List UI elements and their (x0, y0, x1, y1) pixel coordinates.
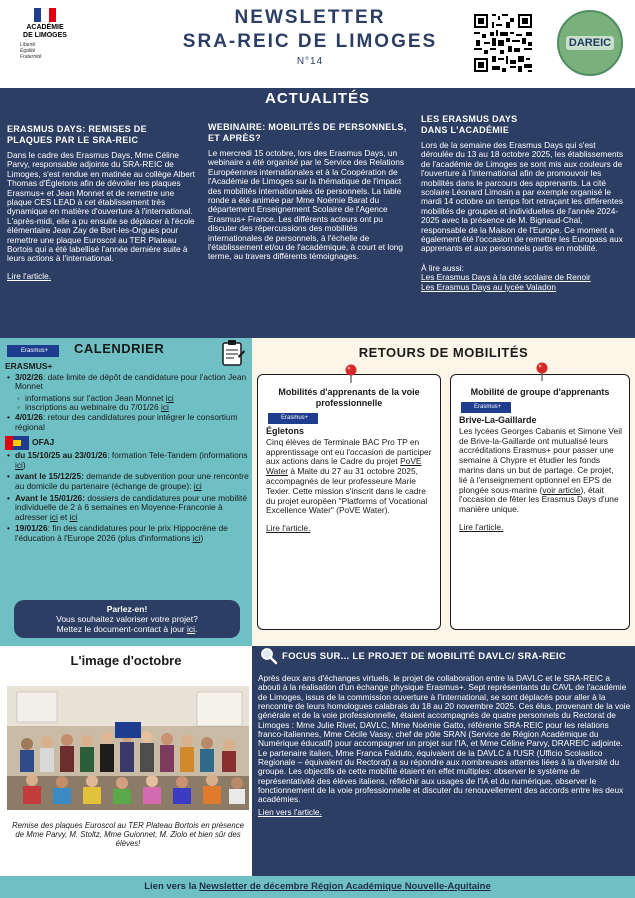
actualite-erasmus-days-academie (421, 114, 629, 292)
mobilite-card-groupe (450, 374, 630, 630)
actualites-section (0, 88, 635, 338)
card-text (459, 427, 623, 515)
heading-line: DANS L'ACADÉMIE (421, 124, 510, 135)
photo-caption: Remise des plaques Euroscol au TER Plateau Bortois en présence de Mme Parvy, M. Stoltz, Mme Guionnet, M. Ziolo et bien sûr des élèves! (12, 821, 244, 848)
article-heading: ERASMUS DAYS: REMISES DE PLAQUES PAR LE SRA-REIC (7, 124, 147, 145)
card-text-part: ), était l'occasion de fêter les Erasmus Days d'une manière unique. (459, 484, 619, 515)
ici-link[interactable]: ici (165, 392, 174, 403)
erasmus-plus-logo (461, 402, 511, 413)
read-article-link[interactable]: Lire l'article. (7, 270, 52, 281)
calendrier-body (5, 362, 249, 546)
deadline-text: ) (22, 459, 26, 470)
academie-logo[interactable] (12, 8, 78, 68)
ici-link[interactable]: ici (49, 511, 58, 522)
article-text: L'après-midi, elle a pu ensuite se déplacer à l'école élémentaire Jean Zay de Bort-les-Orgues pour remettre une plaque Euroscol au TER Plateau Bortois qui a été labellisé l'année dernière suite à leurs actions à l'international. (7, 215, 195, 264)
focus-title: FOCUS SUR... LE PROJET DE MOBILITÉ DAVLC/ SRA-REIC (282, 651, 567, 662)
list-item (5, 524, 249, 543)
deadline-text: inscriptions au webinaire du 7/01/26 (25, 402, 161, 413)
callout-text: Mettez le document-contact à jour (56, 624, 187, 634)
deadline-date: 3/02/26 (15, 371, 43, 382)
ici-link[interactable]: ici (193, 480, 202, 491)
article-text: Dans le cadre des Erasmus Days, Mme Céline Parvy, responsable adjointe du SRA-REIC de Limoges, s'est rendue en matinée au collège Albert Thomas d'Égletons afin de dévoiler les plaques Erasmus+ et Jean Monnet et de remettre une plaque CES LEAD à cet établissement très dynamique en matière d'ouverture à l'international. (7, 150, 195, 217)
magnifying-glass-icon (260, 647, 278, 665)
list-item (5, 373, 249, 392)
erasmus-plus-logo (7, 345, 59, 357)
issue-number: N°14 (296, 56, 324, 67)
card-text-part: à Malte du 27 au 31 octobre 2025, accompagnés de leur professeure Marie Texier. Cette mission s'inscrit dans le cadre du projet européen "Platforms of Vocational Excellence Water" (PoVE Water). (266, 466, 428, 516)
newsletter-nouvelle-aquitaine-link[interactable]: Newsletter de décembre Région Académique Nouvelle-Aquitaine (199, 881, 491, 892)
callout-line: Vous souhaitez valoriser votre projet? (56, 614, 198, 624)
erasmus-badge-text: Erasmus+ (281, 415, 309, 421)
erasmus-badge-text: Erasmus+ (474, 404, 502, 410)
deadline-text: : retour des candidatures pour intégrer le consortium régional (15, 411, 238, 432)
list-item (5, 451, 249, 470)
actualites-title: ACTUALITÉS (265, 90, 370, 107)
deadline-date: avant le 15/12/25: (15, 471, 84, 482)
newsletter-title: NEWSLETTER (234, 7, 386, 28)
newsletter-title-block (160, 6, 460, 67)
callout-text: . (195, 624, 198, 634)
dareic-logo-text: DAREIC (566, 36, 614, 50)
image-octobre-section (0, 646, 252, 876)
list-item (5, 413, 249, 432)
pushpin-icon (344, 364, 358, 384)
deadline-date: du 15/10/25 au 23/01/26 (15, 450, 108, 461)
card-heading: Mobilités d'apprenants de la voie professionnelle (278, 387, 420, 408)
ici-link[interactable]: ici (15, 459, 23, 470)
deadline-text: informations sur l'action Jean Monnet (25, 392, 166, 403)
deadline-text: : formation Tele-Tandem (informations (107, 450, 248, 461)
newsletter-subtitle: SRA-REIC DE LIMOGES (182, 31, 438, 52)
motto-line: Fraternité (20, 54, 42, 60)
retours-mobilites-section (252, 338, 635, 646)
card-text-part: Cinq élèves de Terminale BAC Pro TP en apprentissage ont eu l'occasion de participer aux actions dans le Cadre du projet (266, 436, 432, 467)
ofaj-logo-icon (5, 436, 29, 450)
article-heading: WEBINAIRE: MOBILITÉS DE PERSONNELS, ET APRÈS? (208, 122, 407, 143)
deadline-text: et (57, 511, 70, 522)
card-heading: Mobilité de groupe d'apprenants (470, 387, 610, 397)
also-read-label: À lire aussi: (421, 262, 464, 273)
calendrier-title: CALENDRIER (74, 341, 165, 356)
focus-section (252, 646, 635, 876)
deadline-text: demande de subvention pour une rencontre au domicile du partenaire (échange de groupe): (15, 471, 249, 491)
retours-title: RETOURS DE MOBILITÉS (358, 345, 529, 360)
also-read-link-renoir[interactable]: Les Erasmus Days à la cité scolaire de Renoir (421, 272, 591, 283)
erasmus-plus-logo (268, 413, 318, 424)
french-flag-icon (34, 8, 56, 22)
card-text (266, 438, 434, 516)
image-octobre-title: L'image d'octobre (70, 653, 182, 668)
deadline-text: : date limite de dépôt de candidature pour l'action Jean Monnet (15, 371, 247, 392)
card-place: Brive-La-Gaillarde (459, 415, 537, 425)
academie-motto (20, 42, 78, 60)
heading-line: LES ERASMUS DAYS (421, 114, 518, 124)
document-contact-link[interactable]: ici (187, 624, 196, 634)
read-article-link[interactable]: Lire l'article. (266, 523, 311, 534)
ofaj-group-title: OFAJ (32, 437, 55, 448)
ici-link[interactable]: ici (160, 402, 169, 413)
erasmus-badge-text: Erasmus+ (21, 348, 49, 354)
focus-text: Après deux ans d'échanges virtuels, le projet de collaboration entre la DAVLC et le SRA-REIC a abouti à la réalisation d'un échange physique Erasmus+. Sept représentants du CAVL de l'académie de Limoges, issus de la commission ouverture à l'international, se sont déplacés pour aller à la rencontre de leurs homologues calabrais du 18 au 20 novembre 2025. Ces élus, provenant de la voie générale et de la voie professionnelle, étaient accompagnés de quatre personnels du Rectorat de Limoges : Mme Julie Rivet, DAVLC, Mme Noémie Gatto, référente SRA-REIC pour les relations franco-italiennes, Mme Cécile Vassy, chef de pôle SRAN (Service de Région Académique du Numérique éducatif) pour accompagner un projet sur l'IA, et Mme Céline Parvy, DRAREIC adjointe. Le partenaire italien, Mme Franca Falduto, équivalent de la DAVLC à l'USR (Ufficio Scolastico Regionale – équivalent du Rectorat) a su répondre aux nombreuses attentes liées à la diversité du groupe. Les objectifs de cette mobilité étaient en effet multiples: observer le système de représentativité des élèves italiens, réfléchir aux usages de l'IA et du numérique, observer le fonctionnement de la voie professionnelle et discuter du renouvellement des accords entre les deux académies. (258, 673, 631, 805)
erasmus-group-title: ERASMUS+ (5, 361, 53, 371)
read-article-link[interactable]: Lien vers l'article. (258, 806, 322, 817)
footer-label: Lien vers la (144, 881, 200, 892)
mobilite-card-voie-pro (257, 374, 441, 630)
list-item (5, 472, 249, 491)
callout-line (14, 624, 240, 634)
motto-line: Liberté (20, 42, 36, 48)
actualite-webinaire (208, 122, 408, 262)
deadline-text: : fin des candidatures pour le prix Hippocrène de l'éducation à l'Europe 2026 (plus d'informations (15, 523, 228, 543)
motto-line: Égalité (20, 48, 36, 54)
academie-name-line1: ACADÉMIE (26, 24, 64, 31)
parlez-en-callout (14, 600, 240, 638)
deadline-date: 4/01/26 (15, 411, 43, 422)
deadline-date: Avant le 15/01/26: (15, 492, 85, 503)
deadline-text: ) (200, 532, 204, 543)
list-item (5, 494, 249, 523)
header (0, 0, 635, 88)
ofaj-deadlines-list (5, 451, 249, 543)
calendrier-section (0, 338, 252, 646)
academie-name-line2: DE LIMOGES (23, 32, 67, 39)
ofaj-group-header (5, 436, 249, 450)
also-read-link-valadon[interactable]: Les Erasmus Days au lycée Valadon (421, 281, 556, 292)
pushpin-icon (535, 362, 549, 382)
qr-code-icon[interactable] (472, 12, 534, 74)
focus-body (258, 674, 632, 817)
actualite-erasmus-days-plaques (7, 124, 195, 281)
deadline-date: 19/01/26 (15, 523, 48, 534)
card-text-part: Les lycées Georges Cabanis et Simone Veil de Brive-la-Gaillarde ont mutualisé leurs accréditations Erasmus+ pour passer une semaine à Chypre et étudier les fonds marins dans un but de partage. Ce projet, lié à l'enseignement optionnel en EPS de plongée sous-marine ( (459, 425, 622, 495)
deadline-text: dossiers de candidatures pour une mobilité individuelle de 2 à 6 semaines en Moyenne-Franconie à adresser (15, 492, 248, 522)
callout-title: Parlez-en! (106, 604, 148, 614)
article-heading (421, 114, 629, 135)
group-photo (7, 686, 249, 810)
ici-link[interactable]: ici (69, 511, 78, 522)
dareic-globe-logo (557, 10, 623, 76)
footer (0, 876, 635, 898)
card-place: Égletons (266, 426, 305, 436)
also-read-block (421, 264, 629, 292)
erasmus-deadlines-list (5, 373, 249, 433)
pove-water-link[interactable]: PoVE Water (266, 456, 422, 477)
article-text: Lors de la semaine des Erasmus Days qui s'est déroulée du 13 au 18 octobre 2025, les établissements de l'académie de Limoges se sont mis aux couleurs de l'ouverture à l'international afin de promouvoir les mobilités dans le parcours des apprenants. La cité scolaire Léonard Limosin a par exemple organisé le mardi 14 octobre un temps fort retraçant les différentes mobilités de groupes et individuelles de l'année 2024-2025 avec la présence de M. Bignaud-Chal, responsable de la Maison de l'Europe. Ce moment a également été l'occasion de remettre les Europass aux apprenants et aux personnels partis en mobilité. (421, 140, 624, 254)
voir-article-link[interactable]: voir article (542, 484, 581, 495)
ici-link[interactable]: ici (192, 532, 201, 543)
article-text: Le mercredi 15 octobre, lors des Erasmus Days, un webinaire a été organisé par le Service des Relations Européennes internationales et à la Coopération de l'Académie de Limoges sur la thématique de l'impact des mobilités internationales de personnels. La table ronde a été animée par Mme Noémie Barat du département Enseignement Scolaire de l'Agence Erasmus+ France. Les différents acteurs ont pu discuter des répercussions des mobilités internationales de personnels, à l'échelle de l'établissement et/ou de l'académique, à court et long terme, au travers différents témoignages. (208, 148, 405, 262)
read-article-link[interactable]: Lire l'article. (459, 521, 504, 532)
